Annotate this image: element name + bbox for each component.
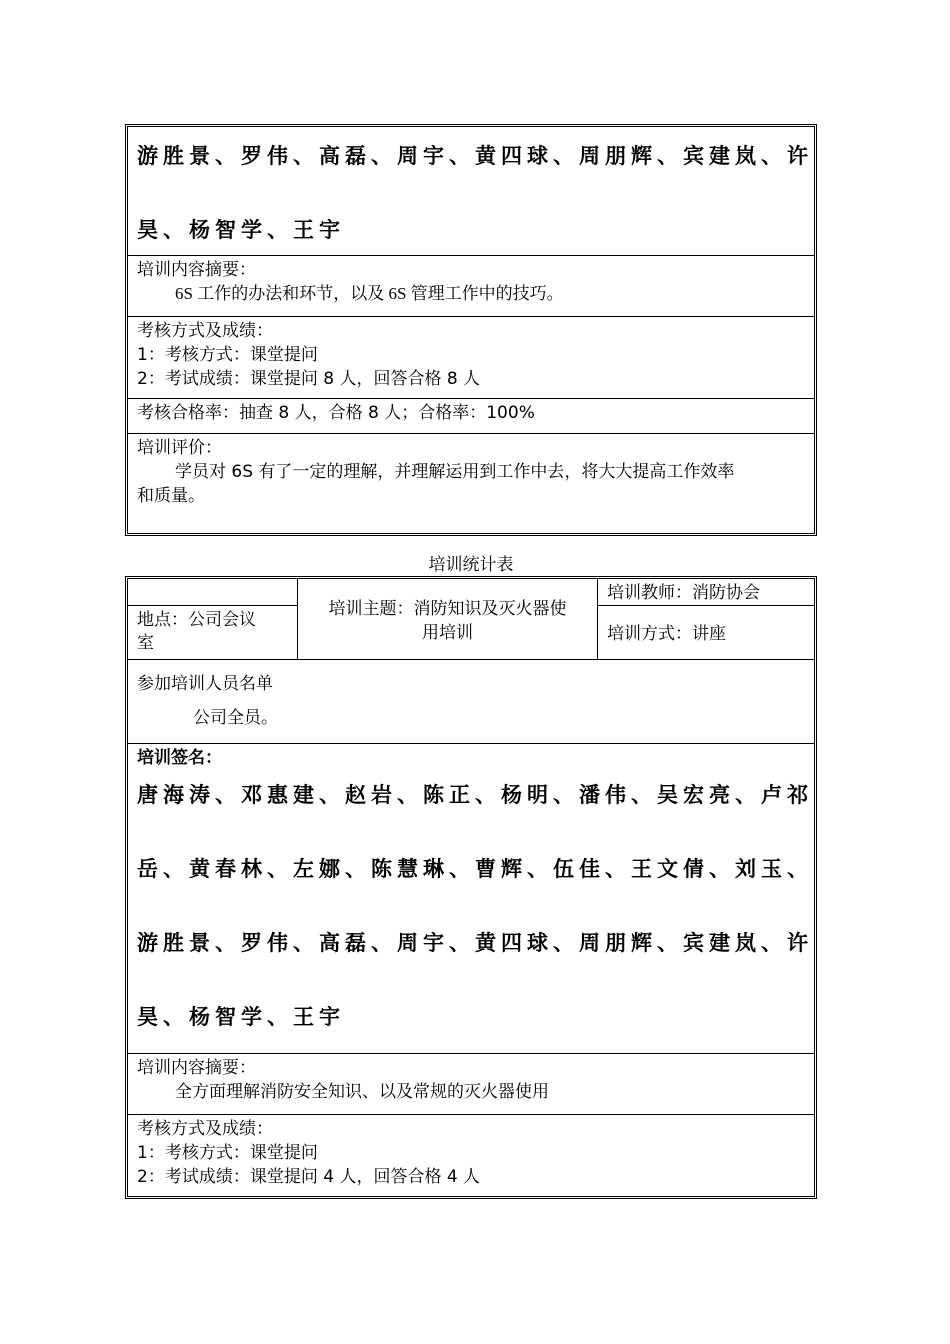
summary-label: 培训内容摘要： <box>137 260 256 280</box>
summary-text: 全方面理解消防安全知识、以及常规的灭火器使用 <box>175 1082 549 1101</box>
summary-text: 6S 工作的办法和环节，以及 6S 管理工作中的技巧。 <box>175 284 564 303</box>
assessment-method: 1：考核方式：课堂提问 <box>137 345 318 365</box>
evaluation-label: 培训评价： <box>137 438 222 458</box>
assessment-row <box>128 316 814 398</box>
assessment-label: 考核方式及成绩： <box>137 321 273 341</box>
pass-rate-text: 考核合格率：抽查 8 人，合格 8 人；合格率：100% <box>137 403 535 423</box>
signature-names-row <box>128 119 814 255</box>
assessment-score: 2：考试成绩：课堂提问 8 人，回答合格 8 人 <box>137 369 481 389</box>
assessment-row <box>128 1114 814 1196</box>
signature-names-line: 游胜景、罗伟、高磊、周宇、黄四球、周朋辉、宾建岚、许 <box>137 143 813 168</box>
assessment-method: 1：考核方式：课堂提问 <box>137 1143 318 1163</box>
evaluation-row <box>128 433 814 533</box>
topic-text: 培训主题：消防知识及灭火器使 <box>328 599 567 619</box>
signature-names-line: 昊、杨智学、王宇 <box>137 1004 345 1029</box>
topic-text: 用培训 <box>422 623 473 642</box>
signature-names-line: 岳、黄春林、左娜、陈慧琳、曹辉、伍佳、王文倩、刘玉、 <box>137 856 813 881</box>
training-summary-row <box>128 1053 814 1114</box>
topic-cell <box>298 597 597 644</box>
training-statistics-table <box>125 576 817 1199</box>
pass-rate-row <box>128 398 814 433</box>
assessment-score: 2：考试成绩：课堂提问 4 人，回答合格 4 人 <box>137 1167 481 1187</box>
evaluation-text: 学员对 6S 有了一定的理解，并理解运用到工作中去，将大大提高工作效率 <box>175 462 735 482</box>
table-caption: 培训统计表 <box>428 555 514 574</box>
attendees-row <box>128 659 814 743</box>
signature-names-line: 唐海涛、邓惠建、赵岩、陈正、杨明、潘伟、吴宏亮、卢祁 <box>137 782 813 807</box>
training-record-table-continued <box>125 124 817 536</box>
table-header-row <box>128 579 814 659</box>
location-text: 室 <box>137 633 154 653</box>
attendees-text: 公司全员。 <box>193 708 278 728</box>
method-text: 培训方式：讲座 <box>607 624 726 644</box>
signature-label: 培训签名： <box>137 748 222 768</box>
signature-row <box>128 743 814 1053</box>
signature-names-line: 昊、杨智学、王宇 <box>137 217 345 242</box>
signature-names-line: 游胜景、罗伟、高磊、周宇、黄四球、周朋辉、宾建岚、许 <box>137 930 813 955</box>
attendees-label: 参加培训人员名单 <box>137 674 273 694</box>
summary-label: 培训内容摘要： <box>137 1058 256 1078</box>
location-cell <box>137 609 256 655</box>
evaluation-text: 和质量。 <box>137 486 205 506</box>
teacher-text: 培训教师：消防协会 <box>607 583 760 603</box>
training-summary-row <box>128 255 814 316</box>
location-text: 地点：公司会议 <box>137 610 256 630</box>
assessment-label: 考核方式及成绩： <box>137 1119 273 1139</box>
